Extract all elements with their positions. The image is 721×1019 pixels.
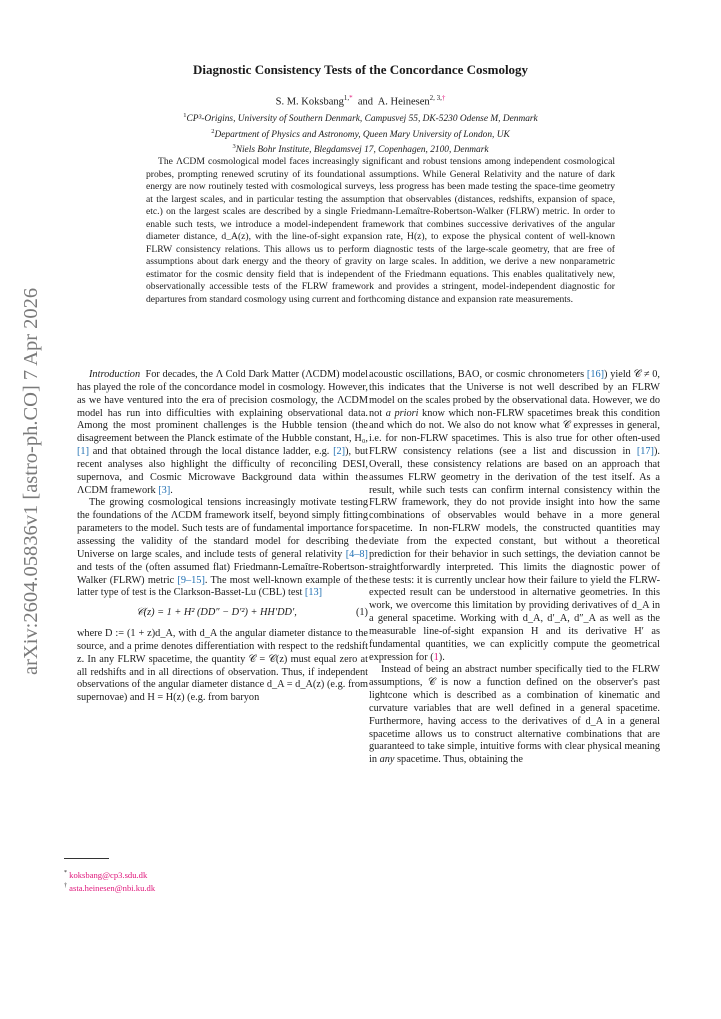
right-paragraph-1 [369, 369, 660, 664]
text: acoustic oscillations, BAO, or cosmic chronometers [369, 369, 585, 380]
text: Instead of being an abstract number specifically tied to the FLRW assumptions, 𝒞 is now a function defined on the observer's past lightcone which is described as a combination of kinematic and curvature variables that are well defined in a general spacetime. Furthermore, having access to the derivatives of d_A in a general spacetime allows us to construct alternative combinations that are guaranteed to take simple, intuitive forms with clear physical meaning in [369, 664, 660, 766]
text: and that obtained through the local distance ladder, e.g. [92, 446, 330, 458]
abstract [146, 156, 615, 306]
footnote-1 [64, 868, 155, 881]
affil1-text: CP³-Origins, University of Southern Denmark, Campusvej 55, DK-5230 Odense M, Denmark [186, 114, 538, 125]
author2-footnote-mark[interactable]: † [441, 94, 446, 102]
citation-9-15[interactable]: [9–15] [177, 574, 205, 586]
affiliation-2 [0, 126, 721, 142]
intro-paragraph-2 [77, 497, 368, 600]
text: know which non-FLRW spacetimes break this condition and which do not. We also do not know what 𝒞 expresses in general, i.e. for non-FLRW spacetimes. This is also true for other often-used FLRW consistency relations (see a list and discussion in [369, 407, 660, 458]
equation-ref-1[interactable]: 1 [433, 651, 439, 663]
text: ). Overall, these consistency relations are based on an approach that assumes FLRW geometry in the derivation of the test itself. As a result, while such tests can confirm internal consistency within the FLRW framework, they do not provide insight into how the same combinations of observables would behave in a more general spacetime. In non-FLRW models, the constructed quantities may deviate from the expected constant, but without a theoretical prediction for their behavior in such settings, the deviation cannot be straightforwardly interpreted. This limits the diagnostic power of these tests: it is currently unclear how their failure to yield the FLRW-expected result can be understood in alternative geometries. In this work, we overcome this limitation by providing derivatives of d_A in a general spacetime. Working with d_A, d′_A, d″_A as well as the measurable line-of-sight expansion H and its derivative H′ as fundamental quantities, we can explicitly compute the geometrical expression for ( [369, 446, 660, 663]
text: . The most well-known example of the latter type of test is the Clarkson-Basset-Lu (CBL) test [77, 574, 368, 599]
equation-formula: 𝒞(z) = 1 + H² (DD″ − D′²) + HH′DD′, [136, 607, 297, 619]
author-heinesen: A. Heinesen [377, 96, 430, 108]
equation-number: (1) [355, 607, 368, 619]
email-koksbang[interactable]: koksbang@cp3.sdu.dk [69, 869, 148, 880]
emphasis-a-priori: a priori [385, 407, 419, 419]
footnote-mark-1: * [64, 870, 67, 876]
citation-4-8[interactable]: [4–8] [345, 548, 368, 560]
text: ). [438, 651, 445, 663]
text: ) yield 𝒞 ≠ 0, this indicates that the Universe is not well described by an FLRW model on the scales probed by the observational data. However, we do not [369, 369, 660, 419]
text: For decades, the Λ Cold Dark Matter (ΛCDM) model has played the role of the concordance model in cosmology. However, as we have ventured into the era of precision cosmology, the ΛCDM model has run into difficulties with explaining observational data. Among the most prominent challenges is the Hubble tension (the disagreement between the Planck estimate of the Hubble constant, H₀, [77, 369, 368, 445]
author-and: and [357, 96, 374, 108]
footnote-mark-2: † [64, 882, 67, 889]
text: The growing cosmological tensions increasingly motivate testing the foundations of the ΛCDM framework itself, beyond simply fitting parameters to the model. Such tests are of fundamental importance for assessing the validity of the standard model for describing the Universe on large scales, and include tests of general relativity [77, 497, 368, 560]
arxiv-identifier: arXiv:2604.05836v1 [astro-ph.CO] 7 Apr 2026 [20, 287, 42, 675]
right-column [369, 369, 660, 767]
author2-affil-sup: 2, 3, [429, 94, 442, 102]
affil2-sup: 2 [211, 127, 215, 135]
citation-17[interactable]: [17] [636, 446, 654, 458]
paper-title: Diagnostic Consistency Tests of the Concordance Cosmology [192, 62, 529, 77]
text: spacetime. Thus, obtaining the [397, 754, 523, 766]
equation-1 [77, 607, 368, 620]
affil3-text: Niels Bohr Institute, Blegdamsvej 17, Copenhagen, 2100, Denmark [235, 145, 489, 156]
citation-3[interactable]: [3] [158, 484, 171, 496]
abstract-text: The ΛCDM cosmological model faces increasingly significant and robust tensions among independent cosmological probes, prompting renewed scrutiny of its foundational assumptions. While General Relativity and the nature of dark energy are now routinely tested with cosmological surveys, less progress has been made testing the space-time geometry at the largest scales, and in particular testing the assumption that observables (distances, redshifts, expansion of space, etc.) on the largest scales are described by a single Friedmann-Lemaître-Robertson-Walker (FLRW) metric. In order to enable such tests, we introduce a model-independent framework that combines successive derivatives of the angular diameter distance, d_A(z), with the line-of-sight expansion rate, H(z), to expose the physical content of well-known FLRW consistency relations. This allows us to perform diagnostic tests of the large-scale geometry, that are free of assumptions about dark energy and the theory of gravity on large scales. In addition, we derive a new nonparametric estimator for the cosmic density field that is independent of the Friedmann equations. This enables qualitatively new, observationally accessible tests of the FLRW framework and provides a stringent, model-independent diagnostic for departures from standard cosmology using current and forthcoming distance and expansion rate measurements. [146, 156, 615, 305]
author1-footnote-mark[interactable]: * [349, 94, 353, 102]
emphasis-any: any [379, 754, 395, 766]
citation-2[interactable]: [2] [333, 446, 346, 458]
citation-16[interactable]: [16] [586, 369, 605, 380]
footnotes [64, 868, 155, 894]
footnote-rule [64, 858, 109, 859]
text: and tests of the (often assumed flat) Friedmann-Lemaître-Robertson-Walker (FLRW) metric [77, 561, 368, 586]
affil2-text: Department of Physics and Astronomy, Queen Mary University of London, UK [214, 129, 510, 140]
intro-heading: Introduction [89, 369, 141, 380]
author-koksbang: S. M. Koksbang [275, 96, 344, 108]
email-heinesen[interactable]: asta.heinesen@nbi.ku.dk [69, 882, 156, 893]
affiliation-1 [0, 110, 721, 126]
right-paragraph-2 [369, 664, 660, 767]
intro-paragraph-3: where D := (1 + z)d_A, with d_A the angular diameter distance to the source, and a prime denotes differentiation with respect to the redshift z. In any FLRW spacetime, the quantity 𝒞 = 𝒞(z) must equal zero at all redshifts and in all directions of observation. Thus, if independent observations of the angular diameter distance d_A = d_A(z) (e.g. from supernovae) and H = H(z) (e.g. from baryon [77, 628, 368, 704]
affil3-sup: 3 [232, 143, 236, 151]
affiliation-3 [0, 141, 721, 157]
text: . [170, 484, 173, 496]
citation-13[interactable]: [13] [304, 587, 323, 599]
affiliations [0, 110, 721, 157]
affil1-sup: 1 [183, 112, 187, 119]
footnote-2 [64, 881, 155, 894]
left-column [77, 369, 368, 705]
author1-affil-sup: 1, [343, 94, 350, 102]
text: ), but recent analyses also highlight the difficulty of reconciling DESI, supernova, and Cosmic Microwave Background data within the ΛCDM framework [77, 446, 368, 496]
intro-paragraph-1 [77, 369, 368, 497]
citation-1[interactable]: [1] [77, 446, 90, 458]
author-line [0, 94, 721, 108]
